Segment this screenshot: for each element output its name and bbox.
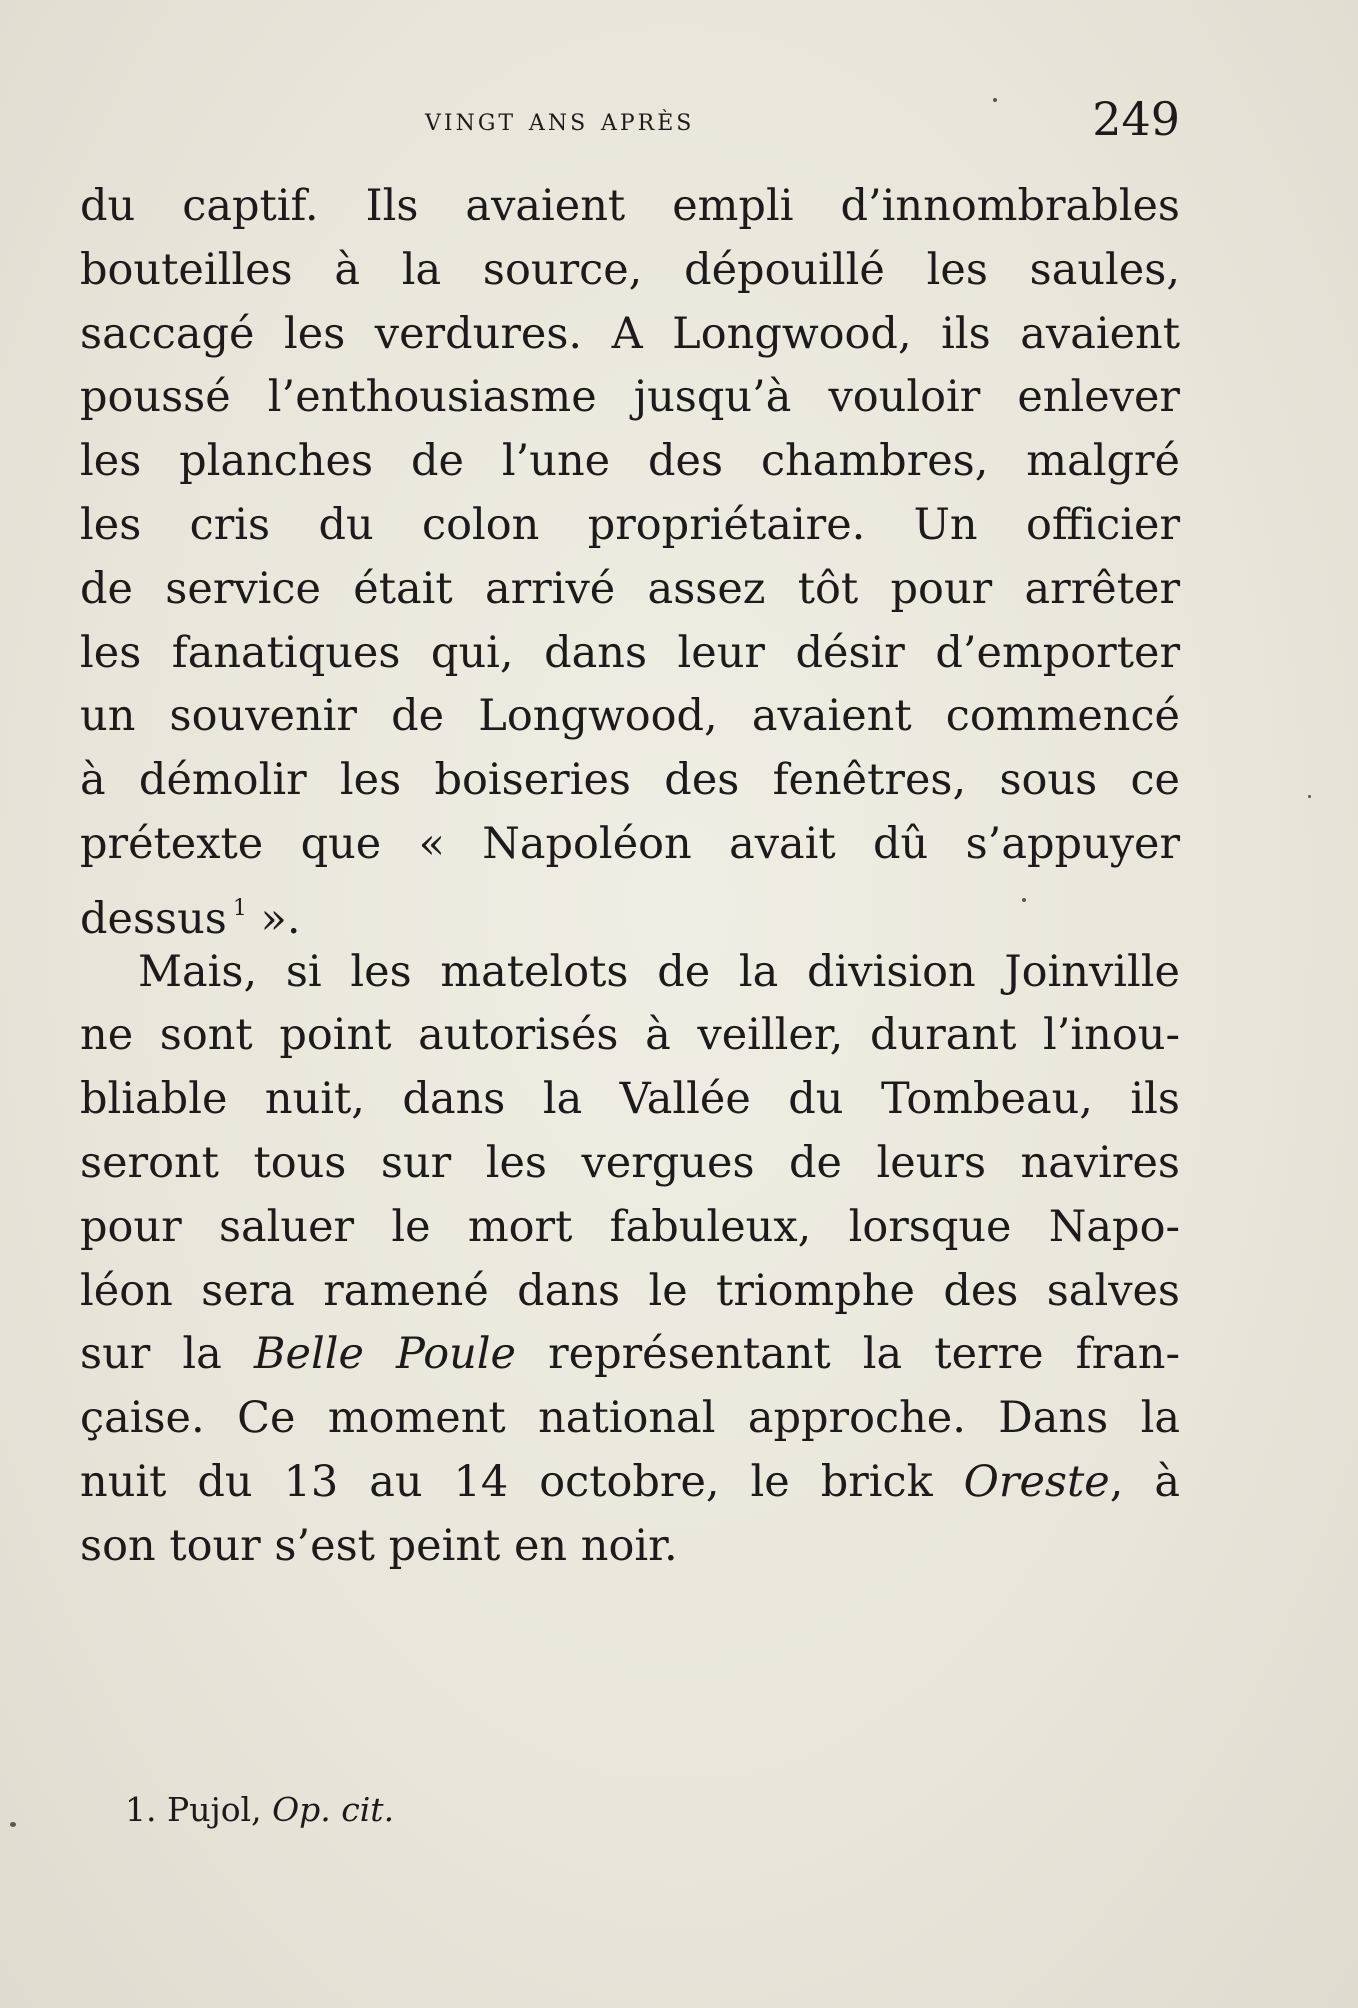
- text-line: du captif. Ils avaient empli d’innombrables: [80, 181, 1180, 231]
- page-number: 249: [1092, 92, 1180, 146]
- paragraph-2: [80, 941, 1180, 1579]
- paper-speck: [1308, 795, 1311, 798]
- text-line: ne sont point autorisés à veiller, durant l’inou-: [80, 1010, 1180, 1061]
- text-fragment: représentant la terre fran-: [515, 1329, 1181, 1380]
- footnote-reference: 1: [232, 895, 247, 921]
- footnote-author: Pujol,: [167, 1790, 262, 1829]
- footnote: [125, 1790, 394, 1829]
- text-line: seront tous sur les vergues de leurs navires: [80, 1137, 1180, 1188]
- paragraph-1: [80, 175, 1180, 944]
- text-line: Mais, si les matelots de la division Joinville: [138, 946, 1180, 997]
- text-line: les fanatiques qui, dans leur désir d’emporter: [80, 627, 1180, 678]
- text-fragment: nuit du 13 au 14 octobre, le brick: [80, 1456, 964, 1507]
- text-line: bliable nuit, dans la Vallée du Tombeau, ils: [80, 1074, 1180, 1125]
- text-fragment: sur la: [80, 1329, 254, 1380]
- text-line: pour saluer le mort fabuleux, lorsque Napo-: [80, 1201, 1180, 1252]
- text-line: son tour s’est peint en noir.: [80, 1520, 678, 1571]
- text-line: çaise. Ce moment national approche. Dans la: [80, 1393, 1180, 1444]
- text-line: un souvenir de Longwood, avaient commencé: [80, 691, 1180, 742]
- text-fragment: ».: [246, 893, 301, 944]
- text-line: [80, 1323, 1180, 1387]
- paper-speck: [10, 1822, 16, 1827]
- page-header: [80, 92, 1180, 152]
- ship-name-belle-poule: Belle Poule: [253, 1329, 516, 1380]
- paper-speck: [993, 98, 997, 102]
- paper-speck: [1022, 898, 1026, 902]
- text-line: poussé l’enthousiasme jusqu’à vouloir enlever: [80, 372, 1180, 423]
- ship-name-oreste: Oreste: [963, 1456, 1110, 1507]
- text-line: les planches de l’une des chambres, malgré: [80, 436, 1180, 487]
- text-line: bouteilles à la source, dépouillé les saules,: [80, 244, 1180, 295]
- footnote-citation: Op. cit.: [272, 1790, 395, 1829]
- text-fragment: , à: [1109, 1456, 1180, 1507]
- text-line: de service était arrivé assez tôt pour arrêter: [80, 563, 1180, 614]
- text-line: [80, 1451, 1180, 1515]
- footnote-number: 1.: [125, 1790, 157, 1829]
- text-line: les cris du colon propriétaire. Un officier: [80, 499, 1180, 550]
- text-line: à démolir les boiseries des fenêtres, sous ce: [80, 755, 1180, 806]
- text-line: [80, 877, 1180, 944]
- body-text: [80, 175, 1180, 1579]
- running-title: vingt ans après: [425, 102, 695, 138]
- text-line: prétexte que « Napoléon avait dû s’appuyer: [80, 818, 1180, 869]
- text-line: saccagé les verdures. A Longwood, ils avaient: [80, 308, 1180, 359]
- text-line: léon sera ramené dans le triomphe des salves: [80, 1265, 1180, 1316]
- text-fragment: dessus: [80, 893, 227, 944]
